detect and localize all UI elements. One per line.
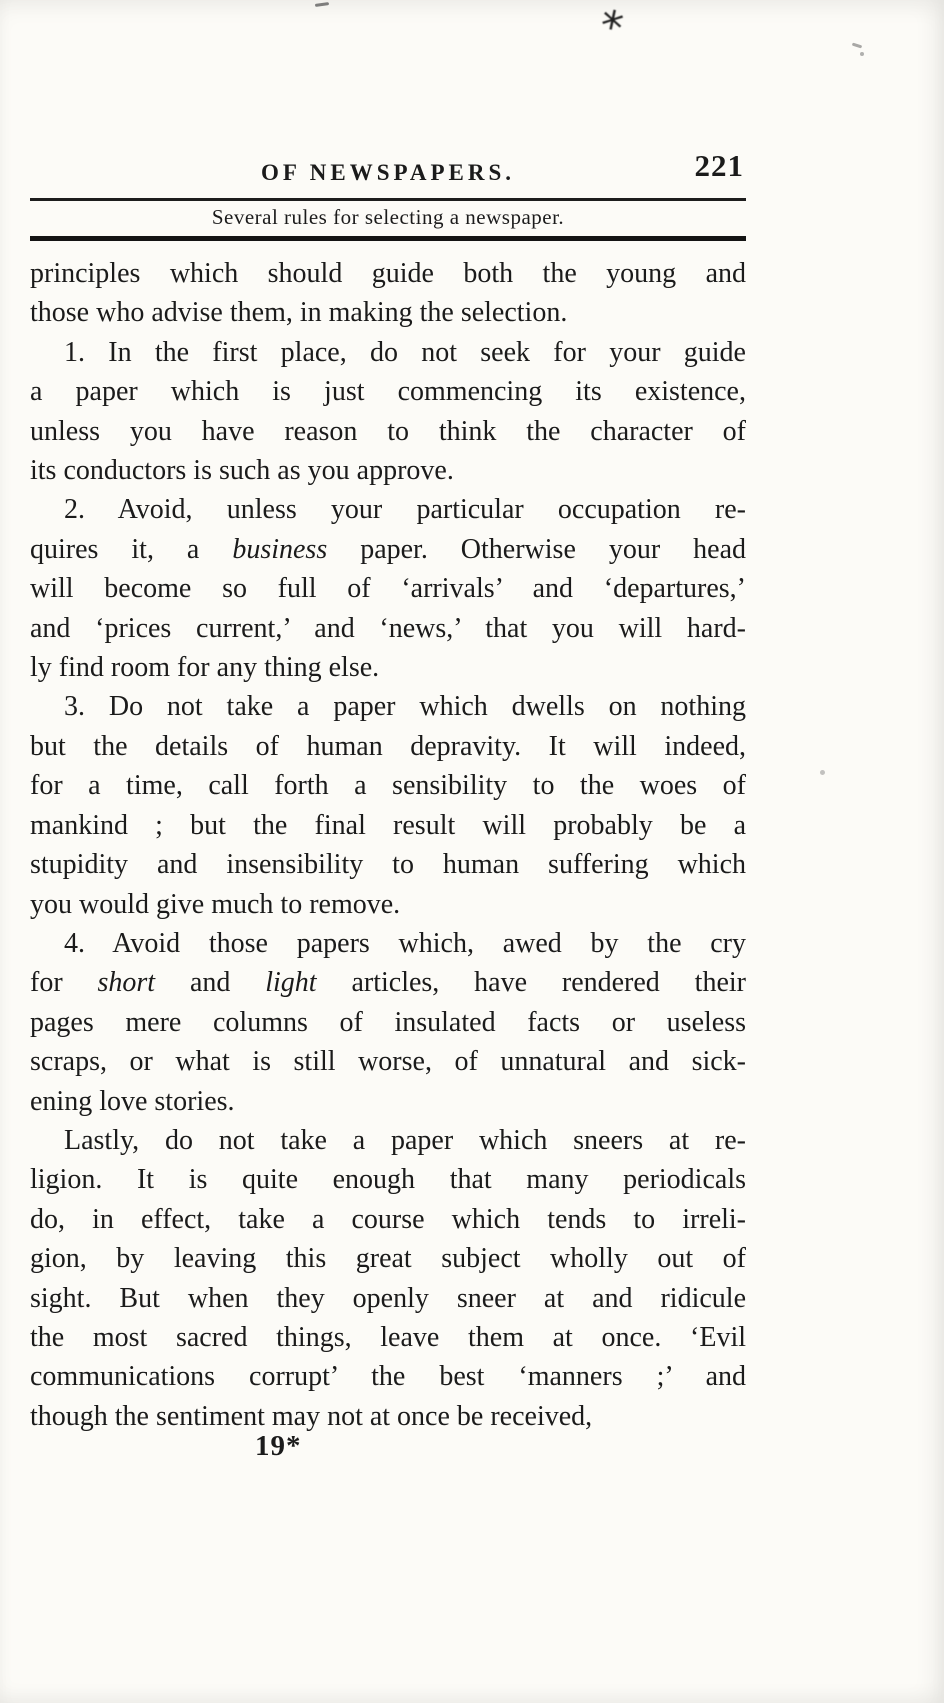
text-line: for a time, call forth a sensibility to the woes of bbox=[30, 770, 746, 802]
text-line: will become so full of ‘arrivals’ and ‘departures,’ bbox=[30, 573, 746, 605]
page-body bbox=[30, 254, 746, 1436]
text-line: for short and light articles, have rendered their bbox=[30, 967, 746, 999]
text-line: mankind ; but the final result will probably be a bbox=[30, 809, 746, 841]
text-line: but the details of human depravity. It will indeed, bbox=[30, 730, 746, 762]
text-column bbox=[30, 148, 746, 1436]
text-line: communications corrupt’ the best ‘manners ;’ and bbox=[30, 1361, 746, 1393]
page-number: 221 bbox=[694, 148, 744, 183]
text-line: 3. Do not take a paper which dwells on nothing bbox=[64, 691, 746, 723]
text-line: scraps, or what is still worse, of unnatural and sick- bbox=[30, 1046, 746, 1078]
text-line: though the sentiment may not at once be received, bbox=[30, 1400, 593, 1432]
ink-smudge-artifact: * bbox=[594, 0, 628, 55]
section-caption-bar bbox=[30, 198, 746, 241]
text-line: quires it, a business paper. Otherwise your head bbox=[30, 533, 746, 565]
text-line: 1. In the first place, do not seek for your guide bbox=[64, 336, 746, 368]
scan-artifact bbox=[852, 43, 862, 49]
text-line: sight. But when they openly sneer at and ridicule bbox=[30, 1282, 746, 1314]
signature-mark: 19* bbox=[255, 1430, 302, 1462]
text-line: ly find room for any thing else. bbox=[30, 652, 380, 684]
text-line: do, in effect, take a course which tends to irreli- bbox=[30, 1203, 746, 1235]
text-line: those who advise them, in making the selection. bbox=[30, 297, 568, 329]
page-header bbox=[30, 148, 746, 198]
text-line: gion, by leaving this great subject wholly out of bbox=[30, 1243, 746, 1275]
text-line: ening love stories. bbox=[30, 1085, 235, 1117]
text-line: stupidity and insensibility to human suffering which bbox=[30, 849, 746, 881]
text-line: unless you have reason to think the character of bbox=[30, 415, 746, 447]
text-line: 2. Avoid, unless your particular occupation re- bbox=[64, 494, 746, 526]
text-line: the most sacred things, leave them at once. ‘Evil bbox=[30, 1321, 746, 1353]
text-line: you would give much to remove. bbox=[30, 888, 401, 920]
scan-artifact bbox=[820, 770, 825, 775]
running-head: OF NEWSPAPERS. bbox=[260, 160, 516, 185]
text-line: and ‘prices current,’ and ‘news,’ that you will hard- bbox=[30, 612, 746, 644]
text-line: 4. Avoid those papers which, awed by the cry bbox=[64, 927, 746, 959]
text-line: Lastly, do not take a paper which sneers at re- bbox=[64, 1124, 746, 1156]
section-caption: Several rules for selecting a newspaper. bbox=[211, 205, 565, 229]
text-line: ligion. It is quite enough that many periodicals bbox=[30, 1164, 746, 1196]
text-line: pages mere columns of insulated facts or useless bbox=[30, 1006, 746, 1038]
text-line: a paper which is just commencing its existence, bbox=[30, 376, 746, 408]
scan-artifact bbox=[860, 52, 864, 56]
text-line: its conductors is such as you approve. bbox=[30, 455, 454, 487]
text-line: principles which should guide both the young and bbox=[30, 258, 746, 289]
scan-artifact bbox=[315, 2, 329, 7]
